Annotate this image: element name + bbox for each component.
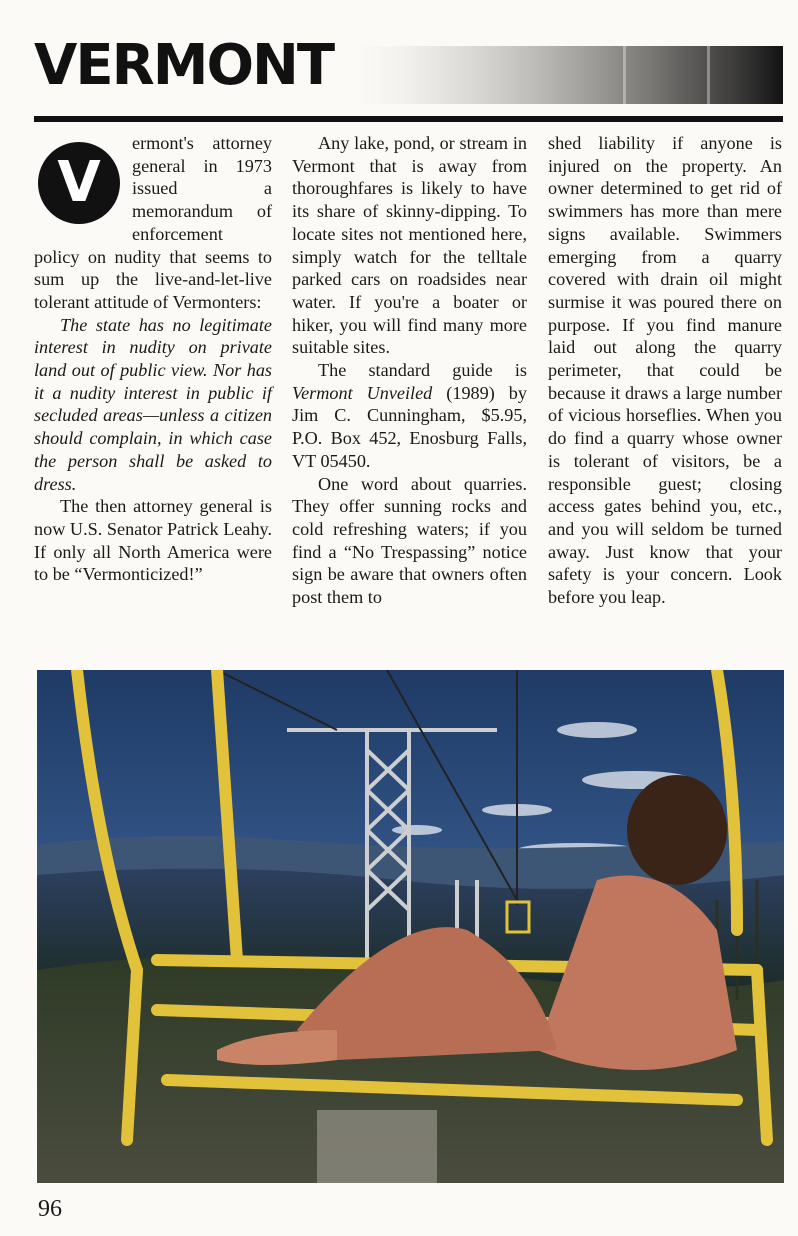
guide-paragraph [292,359,527,473]
drop-cap: V [38,142,120,224]
header-rule [34,116,783,122]
book-title: Vermont Unveiled [292,382,433,403]
page-number: 96 [38,1196,62,1222]
guide-text-before: The standard guide is [318,360,527,381]
paragraph: shed liability if anyone is injured on the property. An owner determined to get rid of swimmers has more than mere signs available. Swimmers emerging from a quarry covered with drain oil might surmise it was poured there on purpose. If you find manure laid out along the quarry perimeter, that could be because it draws a large number of vicious horseflies. When you do find a quarry whose owner is tolerant of visitors, be a responsible guest; closing access gates behind you, etc., and you will seldom be turned away. Just know that your safety is your concern. Look before you leap. [548,133,782,608]
quote-paragraph: The state has no legitimate interest in nudity on private land out of public view. Nor has it a nudity interest in public if secluded areas—unless a citizen should complain, in which case the person shall be asked to dress. [34,314,272,494]
paragraph: Any lake, pond, or stream in Vermont that is away from thoroughfares is likely to have its share of skinny-dipping. To locate sites not mentioned here, simply watch for the telltale parked cars on roadsides near water. If you're a boater or hiker, you will find many more suitable sites. [292,133,527,358]
page-title: VERMONT [34,33,334,98]
intro-paragraph [34,132,272,314]
article-column-1 [34,132,272,586]
header-gradient-bar [355,46,783,104]
rock [317,1110,437,1183]
article-column-3 [548,132,782,609]
article-column-2 [292,132,527,609]
guide-text-after: (1989) by Jim C. Cunningham, $5.95, P.O. Box 452, Enosburg Falls, VT 05450. [292,382,527,471]
chairlift-photo [37,670,784,1183]
intro-text: ermont's attorney general in 1973 issued a memorandum of enforcement policy on nudity that seems to sum up the live-and-let-live tolerant attitude of Vermonters: [34,133,272,312]
paragraph: One word about quarries. They offer sunning rocks and cold refreshing waters; if you find a “No Trespassing” notice sign be aware that owners often post them to [292,473,527,608]
paragraph: The then attorney general is now U.S. Senator Patrick Leahy. If only all North America were to be “Vermonticized!” [34,496,272,585]
